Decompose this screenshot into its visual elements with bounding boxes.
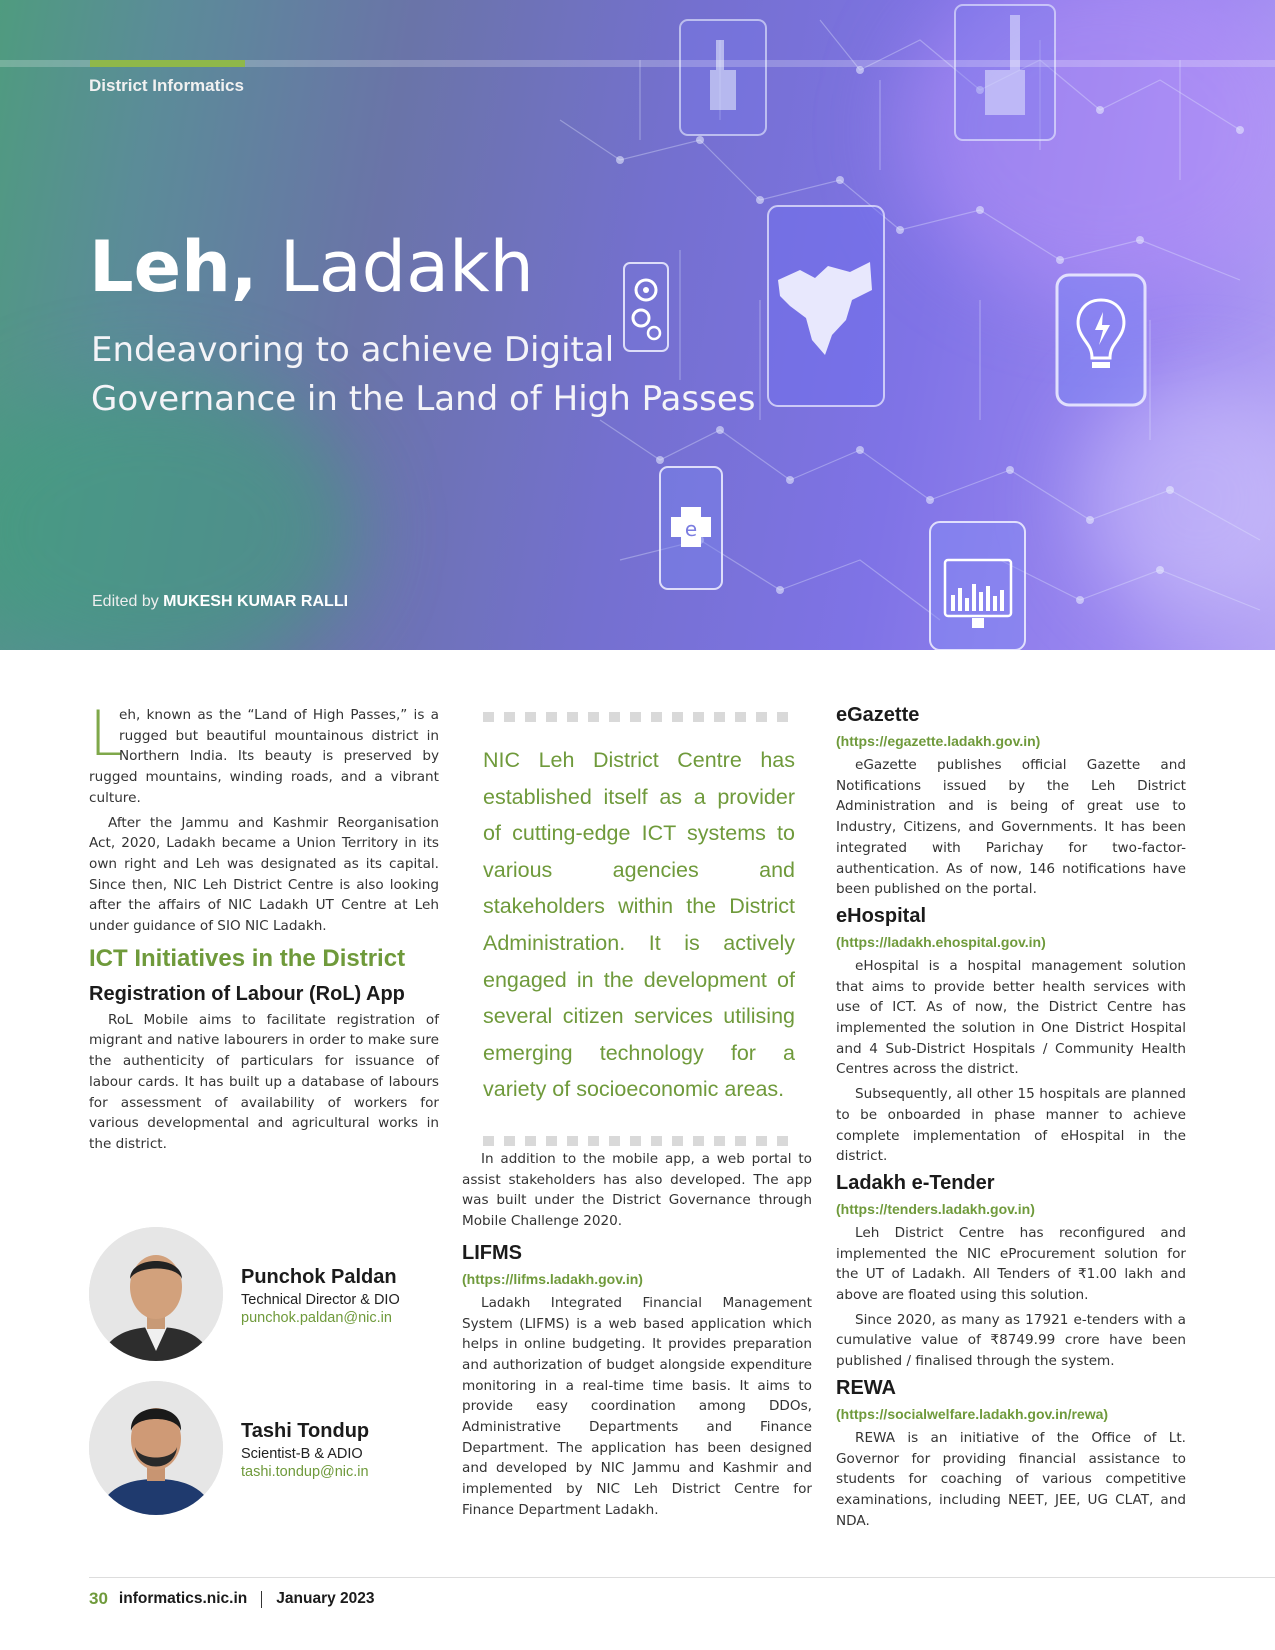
- page-title: [89, 226, 534, 308]
- author-role: Scientist-B & ADIO: [241, 1446, 363, 1462]
- editor-name: MUKESH KUMAR RALLI: [163, 593, 349, 610]
- page-footer: [89, 1589, 375, 1609]
- hero-banner: [0, 0, 1275, 650]
- rol-continued-paragraph: In addition to the mobile app, a web portal to assist stakeholders has also developed. The app was built under the District Governance through Mobile Challenge 2020.: [462, 1151, 812, 1230]
- etender-link[interactable]: (https://tenders.ladakh.gov.in): [836, 1200, 1035, 1217]
- section-heading: ICT Initiatives in the District: [89, 944, 406, 972]
- egazette-heading: eGazette: [836, 704, 920, 726]
- author-email-link[interactable]: punchok.paldan@nic.in: [241, 1310, 392, 1326]
- pull-quote-top-border: [483, 712, 795, 722]
- lifms-link[interactable]: (https://lifms.ladakh.gov.in): [462, 1270, 643, 1287]
- etender-heading: Ladakh e-Tender: [836, 1171, 995, 1194]
- avatar: [89, 1381, 223, 1515]
- etender-paragraph-2: Since 2020, as many as 17921 e-tenders with a cumulative value of ₹8749.99 crore have been published / finalised through the system.: [836, 1311, 1186, 1370]
- ehealth-icon: [660, 467, 722, 589]
- ehospital-heading: eHospital: [836, 904, 927, 927]
- pull-quote-bottom-border: [483, 1136, 795, 1146]
- editor-credit: [92, 593, 348, 611]
- map-icon: [768, 206, 884, 406]
- footer-date: January 2023: [276, 1590, 375, 1607]
- page-title-light: Ladakh: [257, 226, 534, 308]
- pull-quote: [483, 712, 795, 1146]
- pull-quote-text: NIC Leh District Centre has established itself as a provider of cutting-edge ICT systems to various agencies and stakeholders within the District Administration. It is actively engaged in the development of several citizen services utilising emerging technology for a variety of socioeconomic areas.: [483, 748, 795, 1102]
- author-email-link[interactable]: tashi.tondup@nic.in: [241, 1464, 369, 1480]
- author-name: Punchok Paldan: [241, 1266, 397, 1288]
- body-paragraph: After the Jammu and Kashmir Reorganisation Act, 2020, Ladakh became a Union Territory in its own right and Leh was designated as its capital. Since then, NIC Leh District Centre is also looking after the affairs of NIC Ladakh UT Centre at Leh under guidance of SIO NIC Ladakh.: [89, 814, 439, 935]
- rewa-link[interactable]: (https://socialwelfare.ladakh.gov.in/rewa): [836, 1405, 1109, 1422]
- author-name: Tashi Tondup: [241, 1420, 370, 1442]
- intro-paragraph-wrap: [89, 697, 439, 809]
- factory-icon: [680, 20, 766, 135]
- footer-divider: [261, 1591, 262, 1608]
- lightbulb-icon: [1057, 275, 1145, 405]
- intro-paragraph: eh, known as the “Land of High Passes,” is a rugged but beautiful mountainous district in Northern India. Its beauty is preserved by rugged mountains, winding roads, and a vibrant culture.: [89, 707, 439, 806]
- rewa-heading: REWA: [836, 1376, 896, 1399]
- egazette-paragraph: eGazette publishes official Gazette and Notifications issued by the Leh District Administration and is being of great use to Industry, Citizens, and Governments. It has been integrated with Parichay for two-factor-authentication. As of now, 146 notifications have been published on the portal.: [836, 757, 1186, 898]
- dropcap-letter: L: [89, 697, 124, 770]
- lifms-heading: LIFMS: [462, 1241, 522, 1264]
- page-number: 30: [89, 1589, 108, 1608]
- factory-icon-2: [955, 5, 1055, 140]
- page-subtitle: Endeavoring to achieve Digital Governance in the Land of High Passes: [91, 330, 756, 419]
- ehospital-paragraph-1: eHospital is a hospital management solution that aims to provide better health services with use of ICT. As of now, the District Centre has implemented the solution in One District Hospital and 4 Sub-District Hospitals / Community Health Centres across the district.: [836, 957, 1186, 1078]
- hero-accent-rule: [90, 60, 245, 67]
- column-left: [89, 697, 439, 1159]
- rol-heading: Registration of Labour (RoL) App: [89, 982, 405, 1005]
- author-role: Technical Director & DIO: [241, 1292, 400, 1308]
- ehospital-link[interactable]: (https://ladakh.ehospital.gov.in): [836, 933, 1046, 950]
- footer-rule: [89, 1577, 1275, 1578]
- editor-prefix: Edited by: [92, 593, 164, 610]
- column-middle: [462, 1149, 812, 1525]
- column-right: [836, 703, 1186, 1535]
- network-background-graphic: [0, 0, 1275, 650]
- svg-text:e: e: [684, 517, 698, 541]
- rewa-paragraph: REWA is an initiative of the Office of Lt. Governor for providing financial assistance to students for coaching of various competitive examinations, including NEET, JEE, UG CLAT, and NDA.: [836, 1429, 1186, 1529]
- avatar: [89, 1227, 223, 1361]
- lifms-paragraph: Ladakh Integrated Financial Management System (LIFMS) is a web based application which helps in online budgeting. It provides preparation and authorization of budget alongside expenditure monitoring in a real-time time basis. It aims to provide easy coordination among DDOs, Administrative Departments and Finance Department. The application has been designed and developed by NIC Jammu and Kashmir and implemented by NIC Leh District Centre for Finance Department Ladakh.: [462, 1294, 812, 1518]
- egazette-link[interactable]: (https://egazette.ladakh.gov.in): [836, 733, 1041, 749]
- ehospital-paragraph-2: Subsequently, all other 15 hospitals are planned to be onboarded in phase manner to achieve complete implementation of eHospital in the district.: [836, 1086, 1186, 1165]
- footer-site: informatics.nic.in: [118, 1590, 248, 1607]
- monitor-chart-icon: [930, 522, 1025, 650]
- etender-paragraph-1: Leh District Centre has reconfigured and implemented the NIC eProcurement solution for the UT of Ladakh. All Tenders of ₹1.00 lakh and above are floated using this solution.: [836, 1224, 1186, 1304]
- page-title-bold: Leh,: [89, 226, 258, 308]
- section-tag: District Informatics: [89, 76, 244, 95]
- rol-paragraph: RoL Mobile aims to facilitate registration of migrant and native labourers in order to make sure the authenticity of particulars for issuance of labour cards. It has built up a database of labours for assessment of availability of workers for various developmental and agricultural works in the district.: [89, 1011, 439, 1152]
